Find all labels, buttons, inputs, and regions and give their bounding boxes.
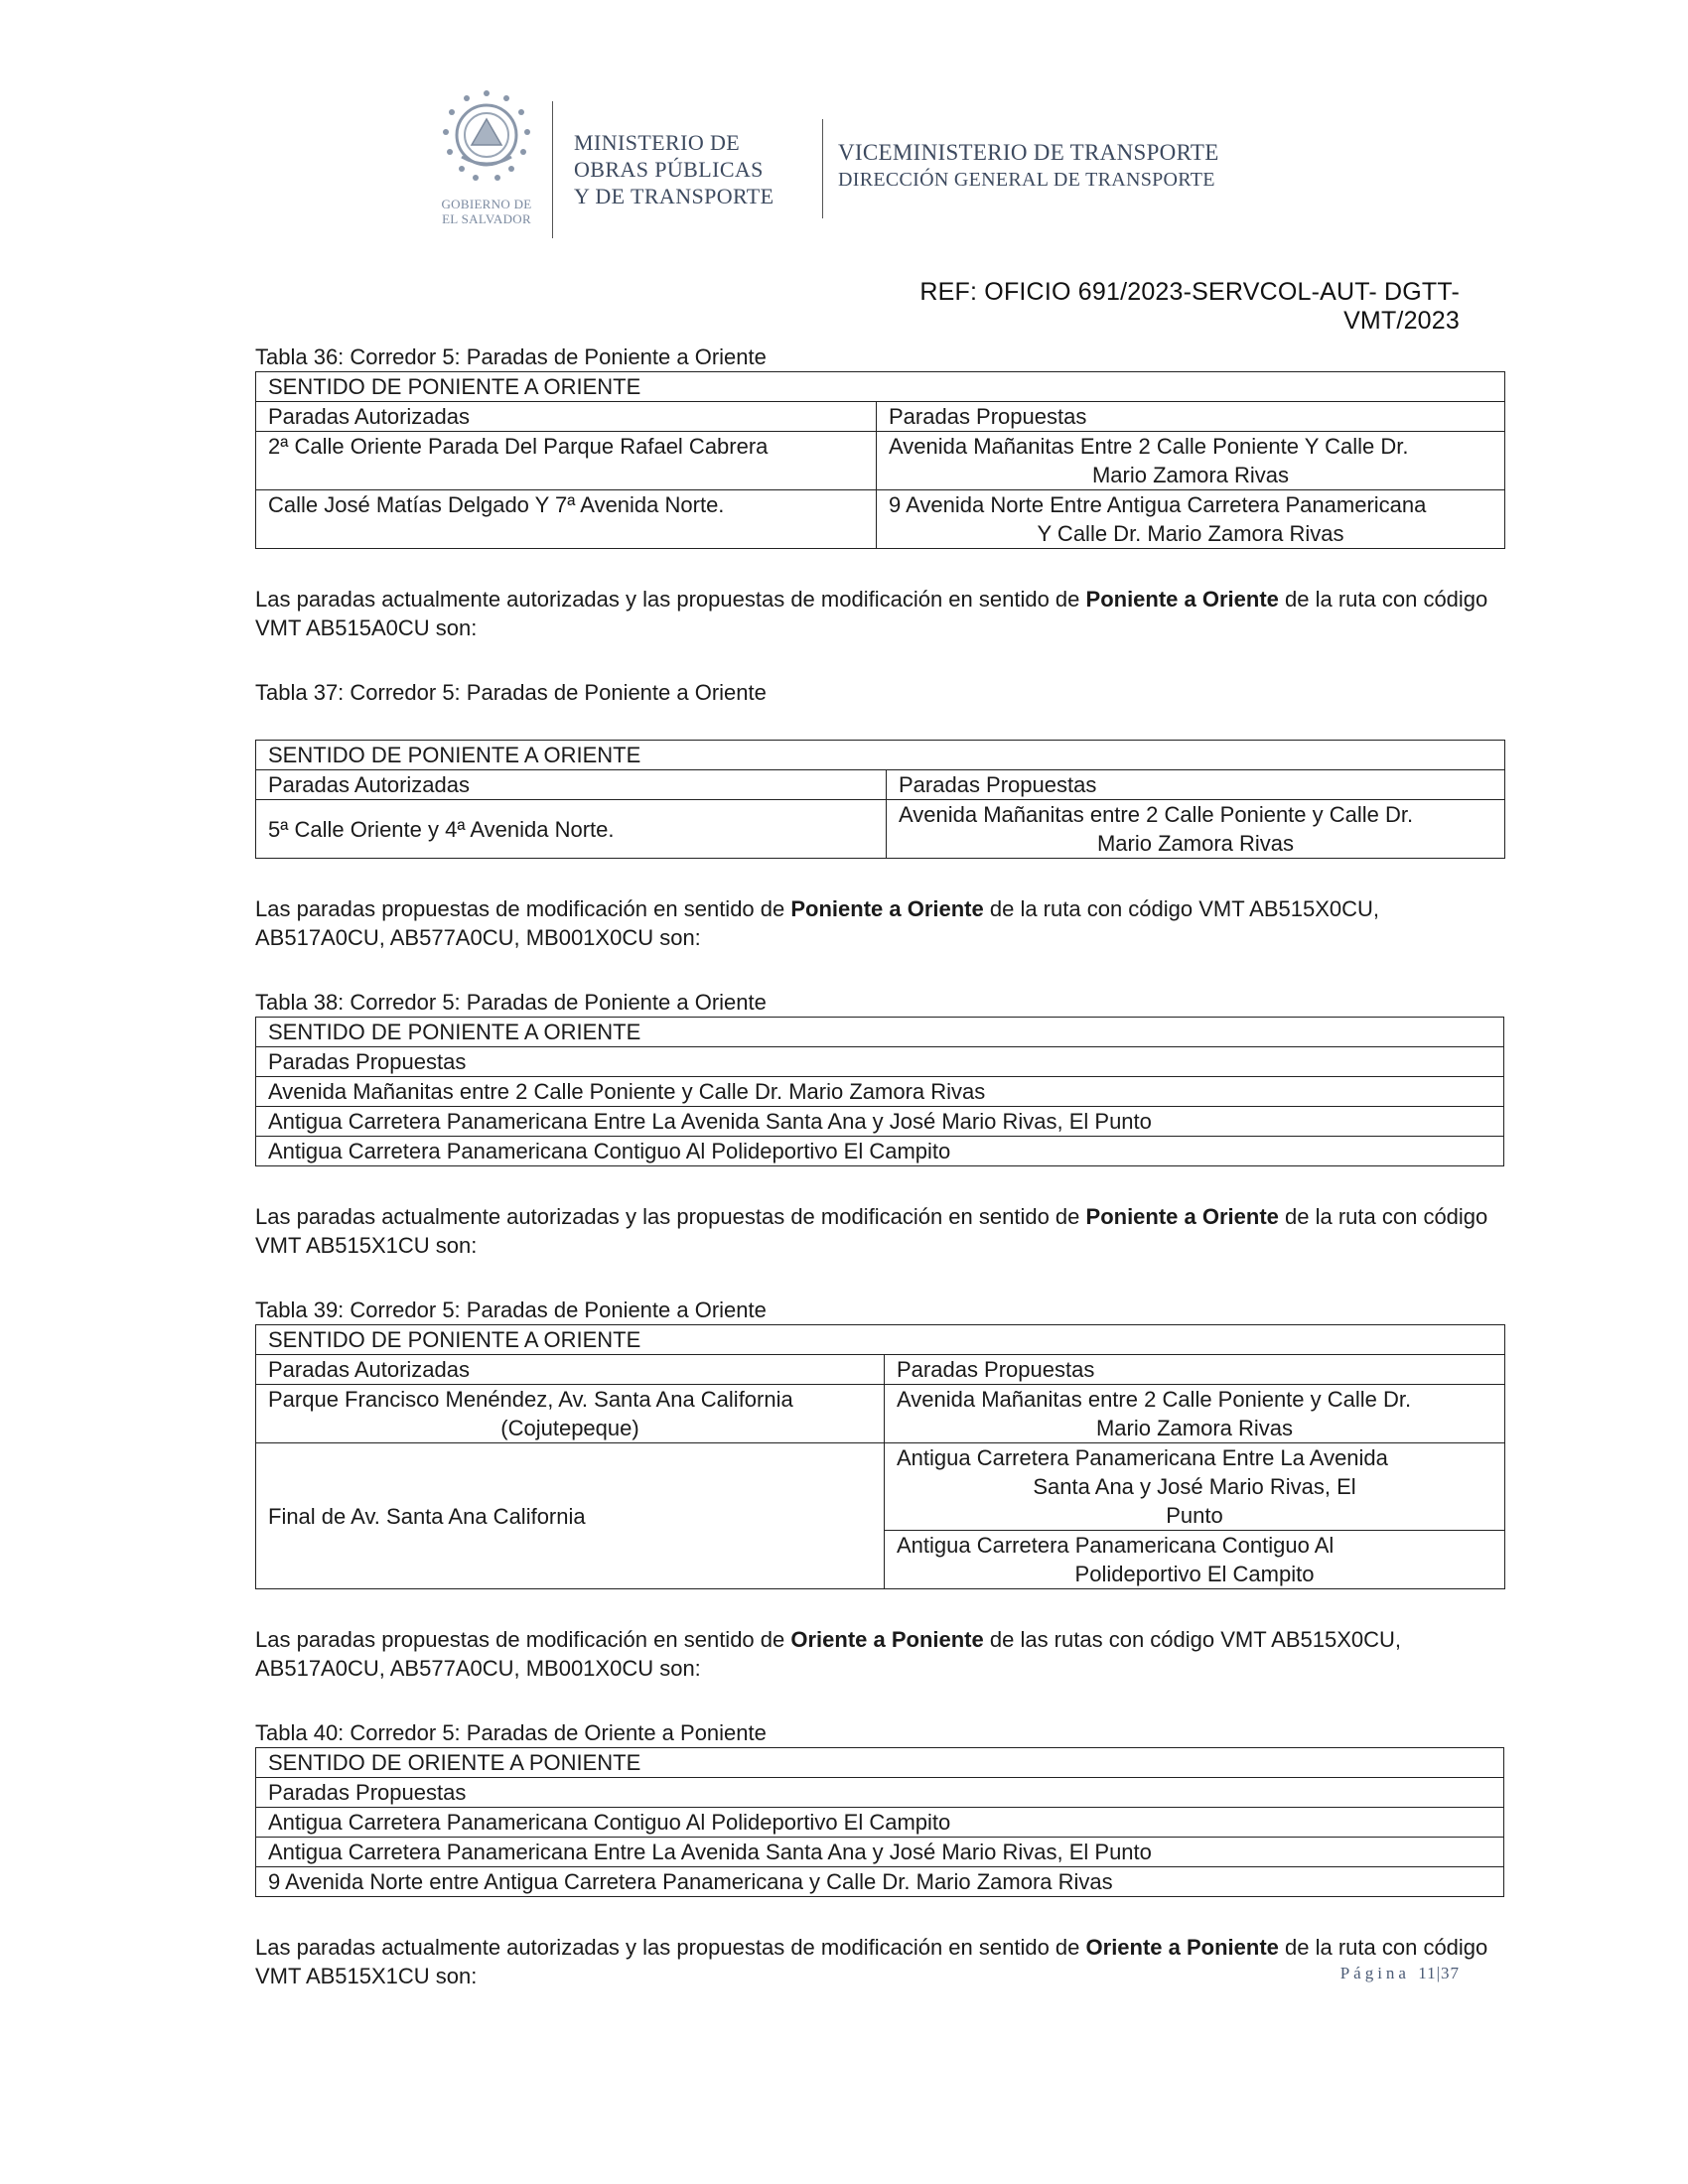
table-row: Antigua Carretera Panamericana Contiguo Al Polideportivo El Campito — [256, 1808, 1504, 1838]
header-divider — [552, 101, 553, 238]
page-number — [1301, 1964, 1460, 1983]
para-text: de la ruta con código VMT AB515A0CU son: — [255, 587, 1488, 640]
page-word: Página — [1339, 1964, 1410, 1982]
coat-of-arms-seal-icon — [432, 85, 541, 195]
table-38 — [255, 1017, 1504, 1166]
para-emphasis: Oriente a Poniente — [790, 1627, 984, 1652]
para-emphasis: Poniente a Oriente — [790, 896, 984, 921]
ministry-line-3: Y DE TRANSPORTE — [574, 184, 774, 208]
para-text: de la ruta con código VMT AB515X1CU son: — [255, 1935, 1488, 1988]
ministry-name — [574, 129, 812, 209]
ministry-line-1: MINISTERIO DE — [574, 130, 741, 155]
gov-line-1: GOBIERNO DE — [441, 197, 532, 211]
cell-line: Punto — [1166, 1503, 1223, 1528]
viceministry-line-2: DIRECCIÓN GENERAL DE TRANSPORTE — [838, 169, 1215, 191]
document-body — [255, 342, 1506, 1990]
cell-line: Avenida Mañanitas Entre 2 Calle Poniente Y Calle Dr. — [889, 434, 1409, 459]
column-header: Paradas Propuestas — [256, 1047, 1504, 1077]
table-caption: Tabla 36: Corredor 5: Paradas de Poniente a Oriente — [255, 344, 767, 369]
para-emphasis: Poniente a Oriente — [1085, 1204, 1279, 1229]
table-heading: SENTIDO DE PONIENTE A ORIENTE — [256, 741, 1505, 770]
column-header: Paradas Autorizadas — [256, 770, 887, 800]
column-header: Paradas Propuestas — [877, 402, 1505, 432]
para-text: Las paradas actualmente autorizadas y las propuestas de modificación en sentido de — [255, 1935, 1086, 1960]
table-cell — [877, 490, 1505, 549]
table-row: Avenida Mañanitas entre 2 Calle Poniente y Calle Dr. Mario Zamora Rivas — [256, 1077, 1504, 1107]
table-37 — [255, 740, 1505, 859]
table-cell — [885, 1385, 1505, 1443]
header-divider — [822, 119, 823, 218]
cell-line: Parque Francisco Menéndez, Av. Santa Ana California — [268, 1387, 793, 1412]
viceministry-line-1: VICEMINISTERIO DE TRANSPORTE — [838, 140, 1219, 165]
paragraph — [255, 585, 1506, 642]
table-caption: Tabla 39: Corredor 5: Paradas de Poniente a Oriente — [255, 1297, 767, 1322]
para-text: Las paradas propuestas de modificación en sentido de — [255, 896, 791, 921]
cell-line: Mario Zamora Rivas — [1091, 463, 1290, 487]
column-header: Paradas Autorizadas — [256, 402, 877, 432]
table-caption: Tabla 38: Corredor 5: Paradas de Poniente a Oriente — [255, 990, 767, 1015]
table-heading: SENTIDO DE PONIENTE A ORIENTE — [256, 372, 1505, 402]
table-39 — [255, 1324, 1505, 1589]
para-text: de la ruta con código VMT AB515X0CU, AB517A0CU, AB577A0CU, MB001X0CU son: — [255, 896, 1380, 950]
column-header: Paradas Autorizadas — [256, 1355, 885, 1385]
cell-line: Antigua Carretera Panamericana Entre La Avenida — [897, 1445, 1388, 1470]
paragraph — [255, 1202, 1506, 1260]
table-cell — [885, 1531, 1505, 1589]
cell-line: Mario Zamora Rivas — [1095, 1416, 1294, 1440]
viceministry-name — [838, 139, 1315, 193]
table-cell — [885, 1443, 1505, 1531]
table-cell — [256, 1385, 885, 1443]
cell-line: Avenida Mañanitas entre 2 Calle Poniente y Calle Dr. — [899, 802, 1414, 827]
para-text: Las paradas actualmente autorizadas y las propuestas de modificación en sentido de — [255, 1204, 1086, 1229]
para-emphasis: Oriente a Poniente — [1085, 1935, 1279, 1960]
column-header: Paradas Propuestas — [887, 770, 1505, 800]
cell-line: Mario Zamora Rivas — [1096, 831, 1295, 856]
ministry-line-2: OBRAS PÚBLICAS — [574, 157, 764, 182]
government-seal — [417, 85, 556, 240]
cell-line: Santa Ana y José Mario Rivas, El — [1033, 1474, 1356, 1499]
page-count: 11|37 — [1418, 1964, 1460, 1982]
table-40 — [255, 1747, 1504, 1897]
table-cell: Calle José Matías Delgado Y 7ª Avenida Norte. — [256, 490, 877, 549]
table-row: Antigua Carretera Panamericana Entre La Avenida Santa Ana y José Mario Rivas, El Punto — [256, 1838, 1504, 1867]
table-caption: Tabla 37: Corredor 5: Paradas de Poniente a Oriente — [255, 680, 767, 705]
letterhead — [417, 79, 1311, 243]
gov-line-2: EL SALVADOR — [442, 211, 531, 226]
table-caption: Tabla 40: Corredor 5: Paradas de Oriente a Poniente — [255, 1720, 767, 1745]
cell-line: Polideportivo El Campito — [1074, 1562, 1315, 1586]
table-row: 9 Avenida Norte entre Antigua Carretera Panamericana y Calle Dr. Mario Zamora Rivas — [256, 1867, 1504, 1897]
table-cell: 5ª Calle Oriente y 4ª Avenida Norte. — [256, 800, 887, 859]
table-cell — [887, 800, 1505, 859]
para-text: de la ruta con código VMT AB515X1CU son: — [255, 1204, 1488, 1258]
cell-line: Antigua Carretera Panamericana Contiguo Al — [897, 1533, 1335, 1558]
gov-text — [417, 197, 556, 226]
table-heading: SENTIDO DE ORIENTE A PONIENTE — [256, 1748, 1504, 1778]
cell-line: 9 Avenida Norte Entre Antigua Carretera Panamericana — [889, 492, 1427, 517]
table-row: Antigua Carretera Panamericana Entre La Avenida Santa Ana y José Mario Rivas, El Punto — [256, 1107, 1504, 1137]
cell-line: (Cojutepeque) — [500, 1416, 639, 1440]
table-cell: Final de Av. Santa Ana California — [256, 1443, 885, 1589]
table-cell: 2ª Calle Oriente Parada Del Parque Rafael Cabrera — [256, 432, 877, 490]
paragraph — [255, 894, 1506, 952]
para-text: de las rutas con código VMT AB515X0CU, AB517A0CU, AB577A0CU, MB001X0CU son: — [255, 1627, 1402, 1681]
paragraph — [255, 1625, 1506, 1683]
column-header: Paradas Propuestas — [885, 1355, 1505, 1385]
table-cell — [877, 432, 1505, 490]
para-emphasis: Poniente a Oriente — [1085, 587, 1279, 612]
table-heading: SENTIDO DE PONIENTE A ORIENTE — [256, 1325, 1505, 1355]
para-text: Las paradas propuestas de modificación en sentido de — [255, 1627, 791, 1652]
cell-line: Avenida Mañanitas entre 2 Calle Poniente y Calle Dr. — [897, 1387, 1412, 1412]
table-row: Antigua Carretera Panamericana Contiguo Al Polideportivo El Campito — [256, 1137, 1504, 1166]
table-heading: SENTIDO DE PONIENTE A ORIENTE — [256, 1018, 1504, 1047]
table-36 — [255, 371, 1505, 549]
reference-number: REF: OFICIO 691/2023-SERVCOL-AUT- DGTT-VMT/2023 — [919, 278, 1460, 335]
para-text: Las paradas actualmente autorizadas y las propuestas de modificación en sentido de — [255, 587, 1086, 612]
cell-line: Y Calle Dr. Mario Zamora Rivas — [1037, 521, 1344, 546]
column-header: Paradas Propuestas — [256, 1778, 1504, 1808]
